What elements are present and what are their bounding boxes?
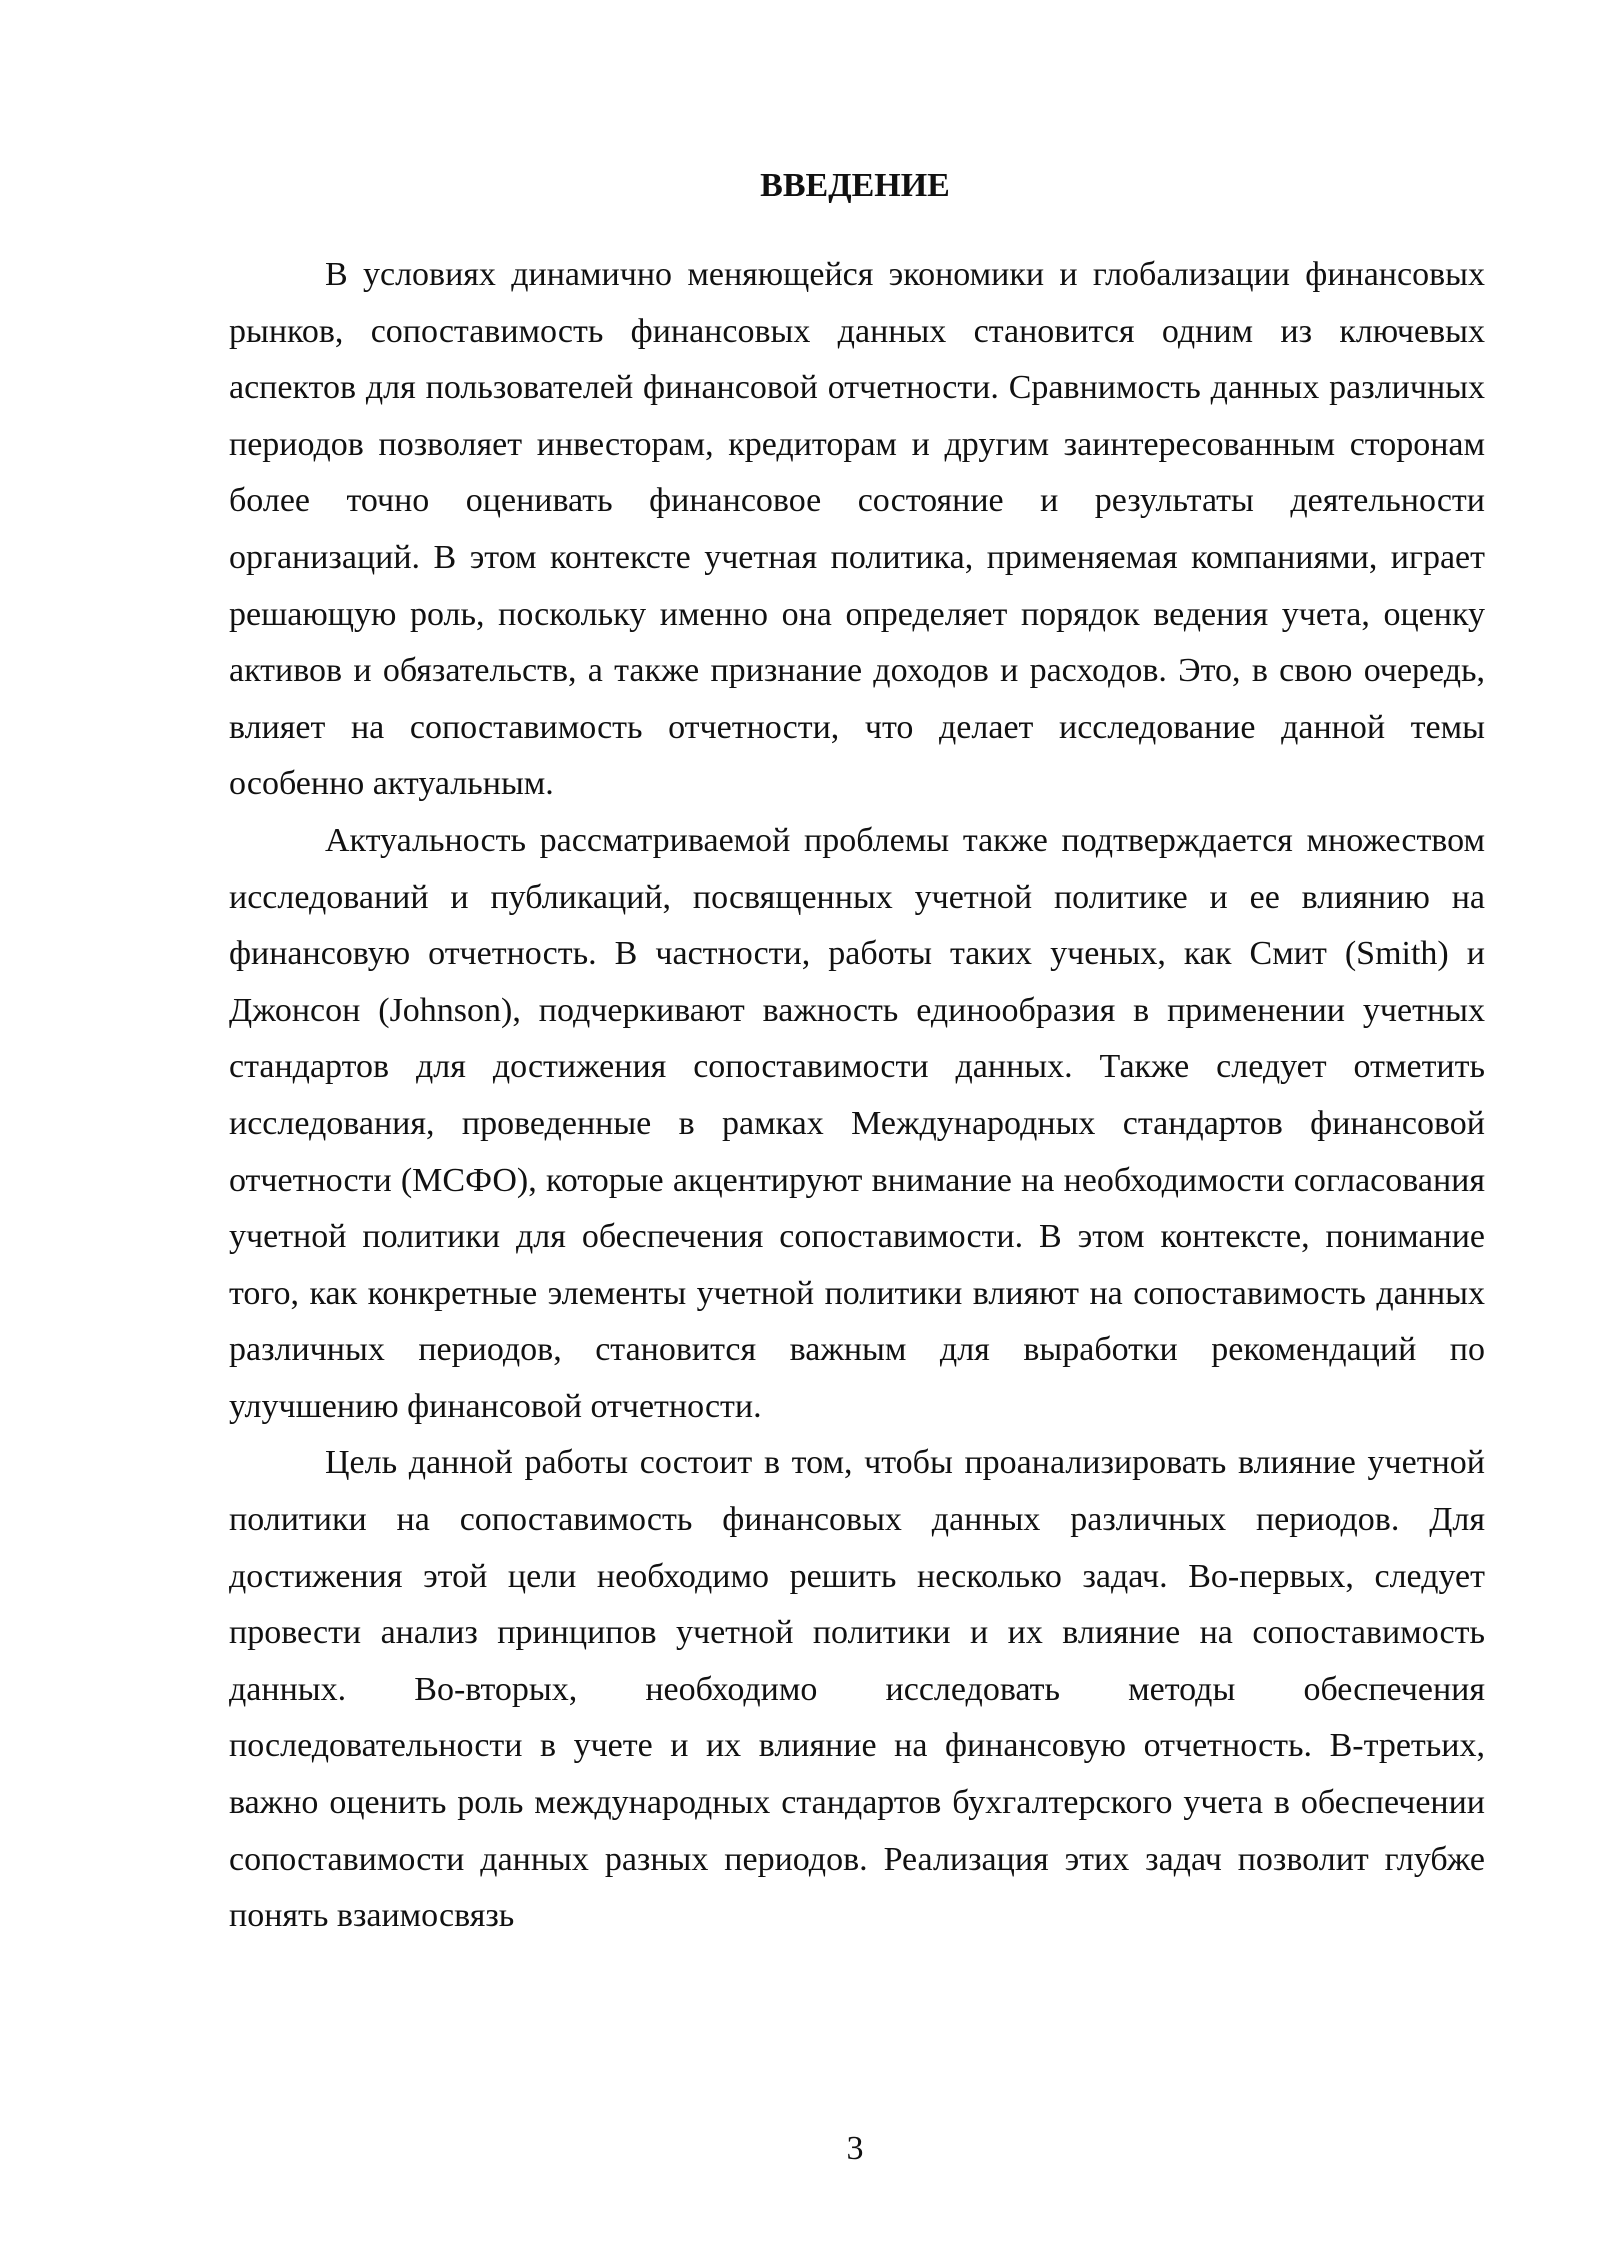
- body-text: [229, 247, 1485, 1945]
- paragraph-research-review: Актуальность рассматриваемой проблемы также подтверждается множеством исследований и публикаций, посвященных учетной политике и ее влиянию на финансовую отчетность. В частности, работы таких ученых, как Смит (Smith) и Джонсон (Johnson), подчеркивают важность единообразия в применении учетных стандартов для достижения сопоставимости данных. Также следует отметить исследования, проведенные в рамках Международных стандартов финансовой отчетности (МСФО), которые акцентируют внимание на необходимости согласования учетной политики для обеспечения сопоставимости. В этом контексте, понимание того, как конкретные элементы учетной политики влияют на сопоставимость данных различных периодов, становится важным для выработки рекомендаций по улучшению финансовой отчетности.: [229, 821, 1485, 1425]
- paragraph-goal-and-tasks: Цель данной работы состоит в том, чтобы проанализировать влияние учетной политики на сопоставимость финансовых данных различных периодов. Для достижения этой цели необходимо решить несколько задач. Во-первых, следует провести анализ принципов учетной политики и их влияние на сопоставимость данных. Во-вторых, необходимо исследовать методы обеспечения последовательности в учете и их влияние на финансовую отчетность. В-третьих, важно оценить роль международных стандартов бухгалтерского учета в обеспечении сопоставимости данных разных периодов. Реализация этих задач позволит глубже понять взаимосвязь: [229, 1444, 1485, 1935]
- section-title: ВВЕДЕНИЕ: [760, 167, 950, 204]
- page-number: 3: [846, 2130, 864, 2167]
- paragraph-relevance-context: В условиях динамично меняющейся экономики и глобализации финансовых рынков, сопоставимость финансовых данных становится одним из ключевых аспектов для пользователей финансовой отчетности. Сравнимость данных различных периодов позволяет инвесторам, кредиторам и другим заинтересованным сторонам более точно оценивать финансовое состояние и результаты деятельности организаций. В этом контексте учетная политика, применяемая компаниями, играет решающую роль, поскольку именно она определяет порядок ведения учета, оценку активов и обязательств, а также признание доходов и расходов. Это, в свою очередь, влияет на сопоставимость отчетности, что делает исследование данной темы особенно актуальным.: [229, 256, 1485, 803]
